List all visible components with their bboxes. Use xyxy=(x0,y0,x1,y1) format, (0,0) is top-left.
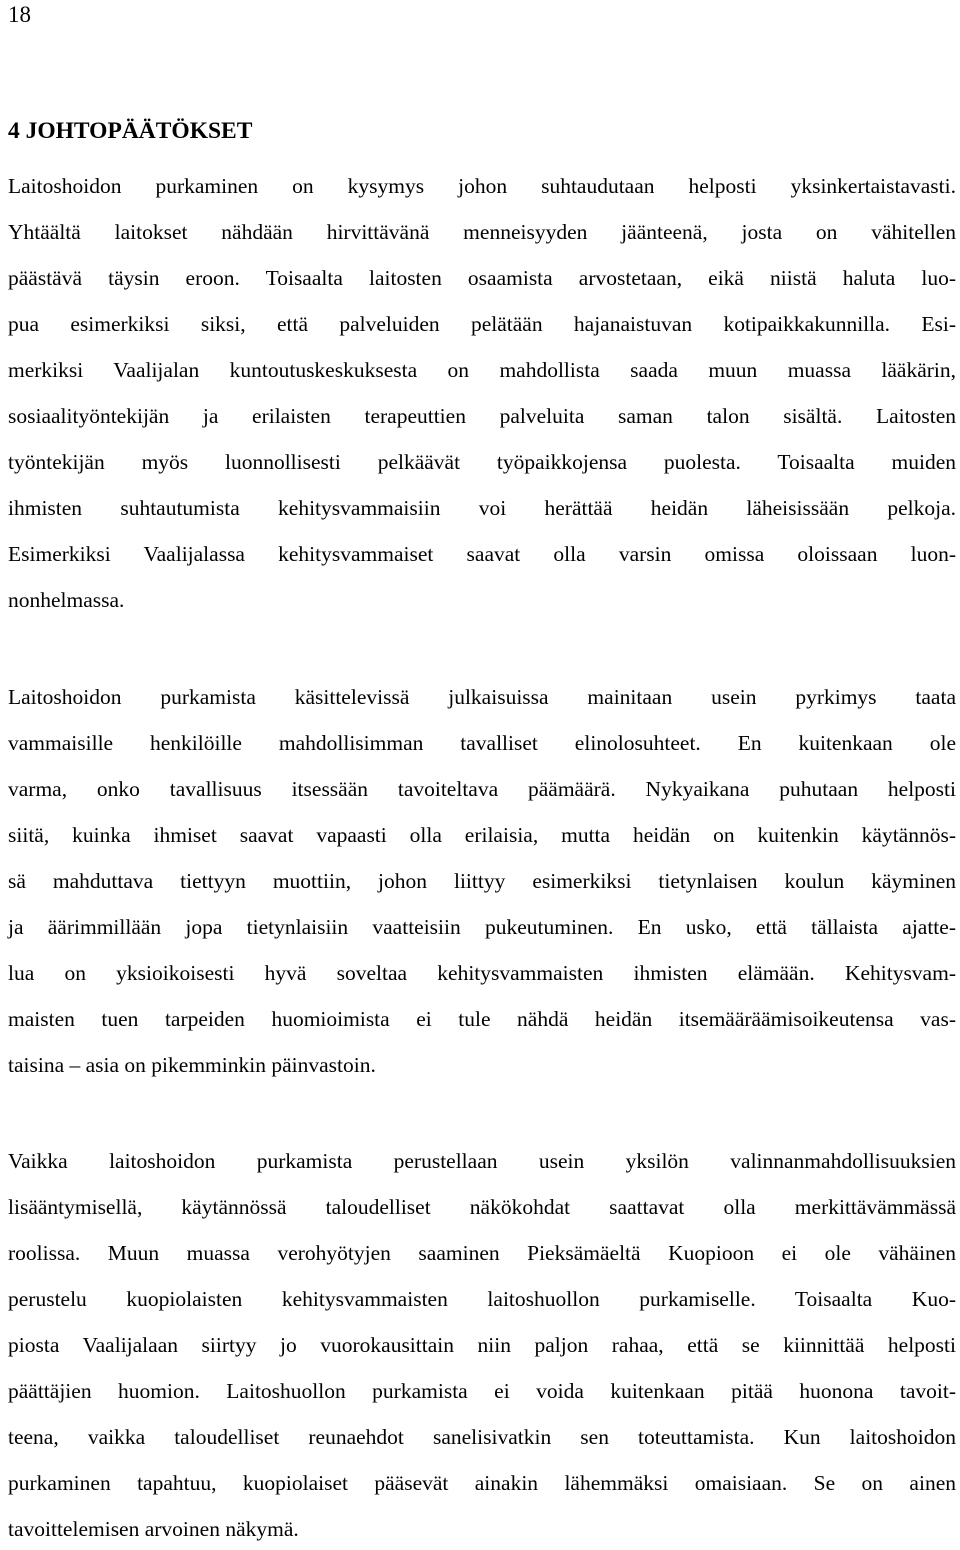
text-line: työntekijän myös luonnollisesti pelkäävät työpaikkojensa puolesta. Toisaalta muiden xyxy=(8,450,956,474)
text-line: tavoittelemisen arvoinen näkymä. xyxy=(8,1517,299,1541)
text-line: Esimerkiksi Vaalijalassa kehitysvammaiset saavat olla varsin omissa oloissaan luon- xyxy=(8,542,956,566)
text-line: ihmisten suhtautumista kehitysvammaisiin voi herättää heidän läheisissään pelkoja. xyxy=(8,496,956,520)
text-line: sosiaalityöntekijän ja erilaisten terapeuttien palveluita saman talon sisältä. Laitosten xyxy=(8,404,956,428)
page-number: 18 xyxy=(8,2,31,27)
text-line: Vaikka laitoshoidon purkamista perustellaan usein yksilön valinnanmahdollisuuksien xyxy=(8,1149,956,1173)
text-line: piosta Vaalijalaan siirtyy jo vuorokausittain niin paljon rahaa, että se kiinnittää helposti xyxy=(8,1333,956,1357)
text-line: lisääntymisellä, käytännössä taloudelliset näkökohdat saattavat olla merkittävämmässä xyxy=(8,1195,956,1219)
text-line: merkiksi Vaalijalan kuntoutuskeskuksesta on mahdollista saada muun muassa lääkärin, xyxy=(8,358,956,382)
text-line: Yhtäältä laitokset nähdään hirvittävänä menneisyyden jäänteenä, josta on vähitellen xyxy=(8,220,956,244)
text-line: varma, onko tavallisuus itsessään tavoiteltava päämäärä. Nykyaikana puhutaan helposti xyxy=(8,777,956,801)
text-line: päästävä täysin eroon. Toisaalta laitosten osaamista arvostetaan, eikä niistä haluta luo- xyxy=(8,266,956,290)
text-line: lua on yksioikoisesti hyvä soveltaa kehitysvammaisten ihmisten elämään. Kehitysvam- xyxy=(8,961,956,985)
section-heading: 4 JOHTOPÄÄTÖKSET xyxy=(8,118,253,144)
text-line: perustelu kuopiolaisten kehitysvammaisten laitoshuollon purkamiselle. Toisaalta Kuo- xyxy=(8,1287,956,1311)
text-line: vammaisille henkilöille mahdollisimman tavalliset elinolosuhteet. En kuitenkaan ole xyxy=(8,731,956,755)
text-line: teena, vaikka taloudelliset reunaehdot sanelisivatkin sen toteuttamista. Kun laitoshoidon xyxy=(8,1425,956,1449)
text-line: Laitoshoidon purkaminen on kysymys johon suhtaudutaan helposti yksinkertaistavasti. xyxy=(8,174,956,198)
text-line: siitä, kuinka ihmiset saavat vapaasti olla erilaisia, mutta heidän on kuitenkin käytännös- xyxy=(8,823,956,847)
text-line: purkaminen tapahtuu, kuopiolaiset pääsevät ainakin lähemmäksi omaisiaan. Se on ainen xyxy=(8,1471,956,1495)
text-line: ja äärimmillään jopa tietynlaisiin vaatteisiin pukeutuminen. En usko, että tällaista ajatte- xyxy=(8,915,956,939)
text-line: pua esimerkiksi siksi, että palveluiden pelätään hajanaistuvan kotipaikkakunnilla. Esi- xyxy=(8,312,956,336)
text-line: Laitoshoidon purkamista käsittelevissä julkaisuissa mainitaan usein pyrkimys taata xyxy=(8,685,956,709)
text-line: maisten tuen tarpeiden huomioimista ei tule nähdä heidän itsemääräämisoikeutensa vas- xyxy=(8,1007,956,1031)
text-line: päättäjien huomion. Laitoshuollon purkamista ei voida kuitenkaan pitää huonona tavoit- xyxy=(8,1379,956,1403)
text-line: roolissa. Muun muassa verohyötyjen saaminen Pieksämäeltä Kuopioon ei ole vähäinen xyxy=(8,1241,956,1265)
text-line: nonhelmassa. xyxy=(8,588,125,612)
text-line: taisina – asia on pikemminkin päinvastoin. xyxy=(8,1053,376,1077)
text-line: sä mahduttava tiettyyn muottiin, johon liittyy esimerkiksi tietynlaisen koulun käyminen xyxy=(8,869,956,893)
